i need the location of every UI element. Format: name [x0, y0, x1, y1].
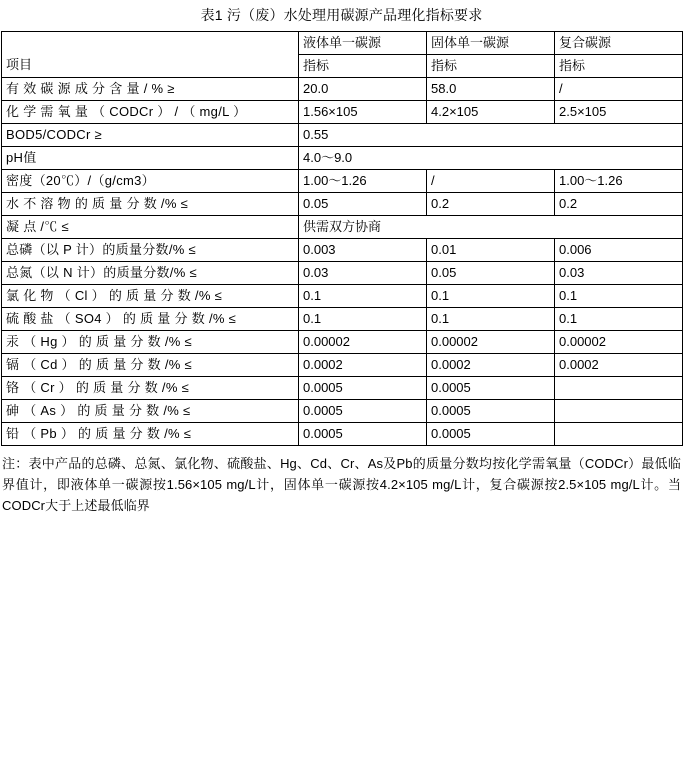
row-item: 水 不 溶 物 的 质 量 分 数 /% ≤	[2, 193, 299, 216]
row-item: pH值	[2, 147, 299, 170]
table-row	[2, 216, 683, 239]
row-item: 铅 （ Pb ） 的 质 量 分 数 /% ≤	[2, 423, 299, 446]
table-note: 注：表中产品的总磷、总氮、氯化物、硫酸盐、Hg、Cd、Cr、As及Pb的质量分数均按化学需氧量（CODCr）最低临界值计，即液体单一碳源按1.56×105 mg/L计，固体单一碳源按4.2×105 mg/L计，复合碳源按2.5×105 mg/L计。当CODCr大于上述最低临界	[2, 456, 681, 513]
row-value-merged: 4.0～9.0	[299, 147, 683, 170]
table-row	[2, 239, 683, 262]
header-col-2-sub: 指标	[427, 55, 555, 78]
row-item: 总磷（以 P 计）的质量分数/% ≤	[2, 239, 299, 262]
row-value-merged: 0.55	[299, 124, 683, 147]
row-value-3: 0.00002	[555, 331, 683, 354]
row-value-2: 0.05	[427, 262, 555, 285]
row-value-3: 0.2	[555, 193, 683, 216]
header-col-1-name: 液体单一碳源	[299, 32, 427, 55]
row-value-3: 1.00～1.26	[555, 170, 683, 193]
page-title: 表1 污（废）水处理用碳源产品理化指标要求	[200, 7, 483, 23]
table-row	[2, 354, 683, 377]
row-value-1: 0.1	[299, 285, 427, 308]
row-value-2: 0.0002	[427, 354, 555, 377]
table-row	[2, 147, 683, 170]
row-item: 砷 （ As ） 的 质 量 分 数 /% ≤	[2, 400, 299, 423]
row-value-3: 0.1	[555, 285, 683, 308]
row-value-2: 0.0005	[427, 400, 555, 423]
row-item: 汞 （ Hg ） 的 质 量 分 数 /% ≤	[2, 331, 299, 354]
row-value-2: /	[427, 170, 555, 193]
row-item: 有 效 碳 源 成 分 含 量 / % ≥	[2, 78, 299, 101]
row-value-merged: 供需双方协商	[299, 216, 683, 239]
table-row	[2, 400, 683, 423]
row-item: 铬 （ Cr ） 的 质 量 分 数 /% ≤	[2, 377, 299, 400]
header-col-1-sub: 指标	[299, 55, 427, 78]
row-value-3: 0.006	[555, 239, 683, 262]
table-row	[2, 170, 683, 193]
row-value-3	[555, 377, 683, 400]
row-value-3: /	[555, 78, 683, 101]
header-col-3-name: 复合碳源	[555, 32, 683, 55]
row-value-3: 0.03	[555, 262, 683, 285]
row-item: 硫 酸 盐 （ SO4 ） 的 质 量 分 数 /% ≤	[2, 308, 299, 331]
row-value-3: 0.0002	[555, 354, 683, 377]
row-value-2: 0.1	[427, 308, 555, 331]
header-col-2-name: 固体单一碳源	[427, 32, 555, 55]
row-value-2: 0.0005	[427, 377, 555, 400]
row-value-2: 0.1	[427, 285, 555, 308]
row-item: 凝 点 /℃ ≤	[2, 216, 299, 239]
table-row	[2, 101, 683, 124]
row-value-1: 1.56×105	[299, 101, 427, 124]
table-row	[2, 377, 683, 400]
row-value-2: 58.0	[427, 78, 555, 101]
row-value-2: 4.2×105	[427, 101, 555, 124]
row-value-1: 0.0002	[299, 354, 427, 377]
spec-table	[1, 31, 683, 446]
table-row	[2, 193, 683, 216]
row-value-2: 0.01	[427, 239, 555, 262]
row-value-3	[555, 400, 683, 423]
row-value-2: 0.00002	[427, 331, 555, 354]
row-item: BOD5/CODCr ≥	[2, 124, 299, 147]
row-item: 镉 （ Cd ） 的 质 量 分 数 /% ≤	[2, 354, 299, 377]
row-value-1: 0.0005	[299, 423, 427, 446]
row-value-3: 2.5×105	[555, 101, 683, 124]
table-body	[2, 32, 683, 446]
header-col-3-sub: 指标	[555, 55, 683, 78]
row-item: 氯 化 物 （ Cl ） 的 质 量 分 数 /% ≤	[2, 285, 299, 308]
row-value-2: 0.2	[427, 193, 555, 216]
table-row	[2, 78, 683, 101]
table-row	[2, 331, 683, 354]
row-item: 化 学 需 氧 量 （ CODCr ） / （ mg/L ）	[2, 101, 299, 124]
row-item: 总氮（以 N 计）的质量分数/% ≤	[2, 262, 299, 285]
row-value-1: 0.0005	[299, 400, 427, 423]
row-value-2: 0.0005	[427, 423, 555, 446]
row-value-1: 0.1	[299, 308, 427, 331]
row-value-1: 20.0	[299, 78, 427, 101]
row-value-1: 1.00～1.26	[299, 170, 427, 193]
table-row	[2, 423, 683, 446]
row-value-1: 0.0005	[299, 377, 427, 400]
row-item: 密度（20℃）/（g/cm3）	[2, 170, 299, 193]
row-value-3: 0.1	[555, 308, 683, 331]
table-row	[2, 124, 683, 147]
row-value-1: 0.03	[299, 262, 427, 285]
row-value-1: 0.00002	[299, 331, 427, 354]
row-value-1: 0.003	[299, 239, 427, 262]
table-header-row-names	[2, 32, 683, 55]
row-value-3	[555, 423, 683, 446]
header-item-cell: 项目	[2, 32, 299, 78]
row-value-1: 0.05	[299, 193, 427, 216]
table-row	[2, 262, 683, 285]
table-row	[2, 285, 683, 308]
table-row	[2, 308, 683, 331]
